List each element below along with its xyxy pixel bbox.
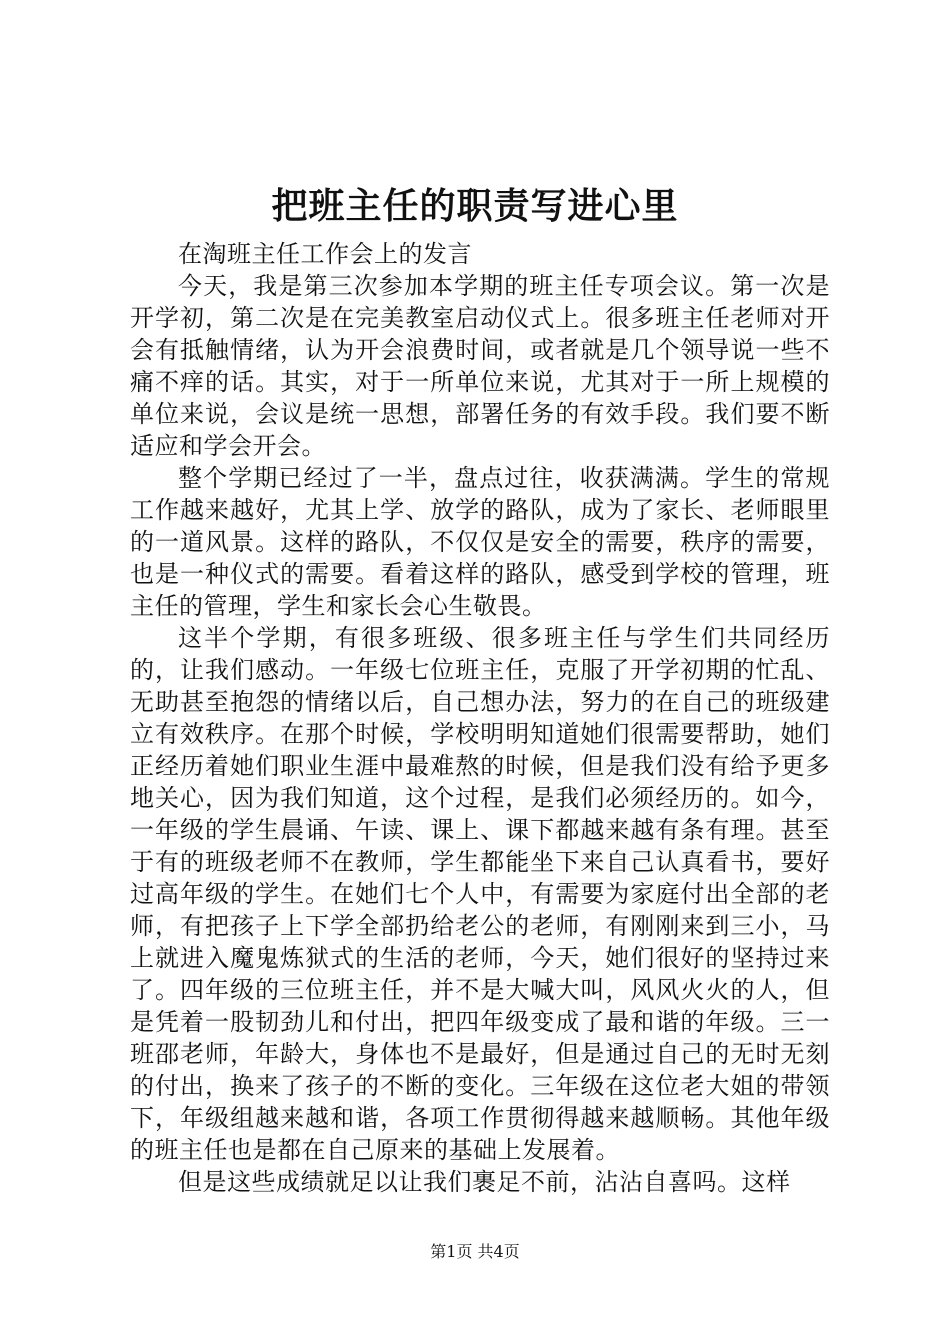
body-paragraph: 这半个学期，有很多班级、很多班主任与学生们共同经历的，让我们感动。一年级七位班主任，克服了开学初期的忙乱、无助甚至抱怨的情绪以后，自己想办法，努力的在自己的班级建立有效秩序。在那个时候，学校明明知道她们很需要帮助，她们正经历着她们职业生涯中最难熬的时候，但是我们没有给予更多地关心，因为我们知道，这个过程，是我们必须经历的。如今，一年级的学生晨诵、午读、课上、课下都越来越有条有理。甚至于有的班级老师不在教师，学生都能坐下来自己认真看书，要好过高年级的学生。在她们七个人中，有需要为家庭付出全部的老师，有把孩子上下学全部扔给老公的老师，有刚刚来到三小，马上就进入魔鬼炼狱式的生活的老师，今天，她们很好的坚持过来了。四年级的三位班主任，并不是大喊大叫，风风火火的人，但是凭着一股韧劲儿和付出，把四年级变成了最和谐的年级。三一班邵老师，年龄大，身体也不是最好，但是通过自己的无时无刻的付出，换来了孩子的不断的变化。三年级在这位老大姐的带领下，年级组越来越和谐，各项工作贯彻得越来越顺畅。其他年级的班主任也是都在自己原来的基础上发展着。: [130, 624, 830, 1164]
subtitle-paragraph: 在淘班主任工作会上的发言: [178, 240, 472, 268]
body-paragraph: 但是这些成绩就足以让我们裹足不前，沾沾自喜吗。这样: [178, 1168, 791, 1196]
body-paragraph: 今天，我是第三次参加本学期的班主任专项会议。第一次是开学初，第二次是在完美教室启动仪式上。很多班主任老师对开会有抵触情绪，认为开会浪费时间，或者就是几个领导说一些不痛不痒的话。其实，对于一所单位来说，尤其对于一所上规模的单位来说，会议是统一思想，部署任务的有效手段。我们要不断适应和学会开会。: [130, 272, 830, 460]
document-title: 把班主任的职责写进心里: [271, 185, 679, 227]
page-footer: 第1页 共4页: [430, 1242, 520, 1261]
body-paragraph: 整个学期已经过了一半，盘点过往，收获满满。学生的常规工作越来越好，尤其上学、放学的路队，成为了家长、老师眼里的一道风景。这样的路队，不仅仅是安全的需要，秩序的需要，也是一种仪式的需要。看着这样的路队，感受到学校的管理，班主任的管理，学生和家长会心生敬畏。: [130, 464, 830, 620]
document-body: [130, 238, 830, 1198]
